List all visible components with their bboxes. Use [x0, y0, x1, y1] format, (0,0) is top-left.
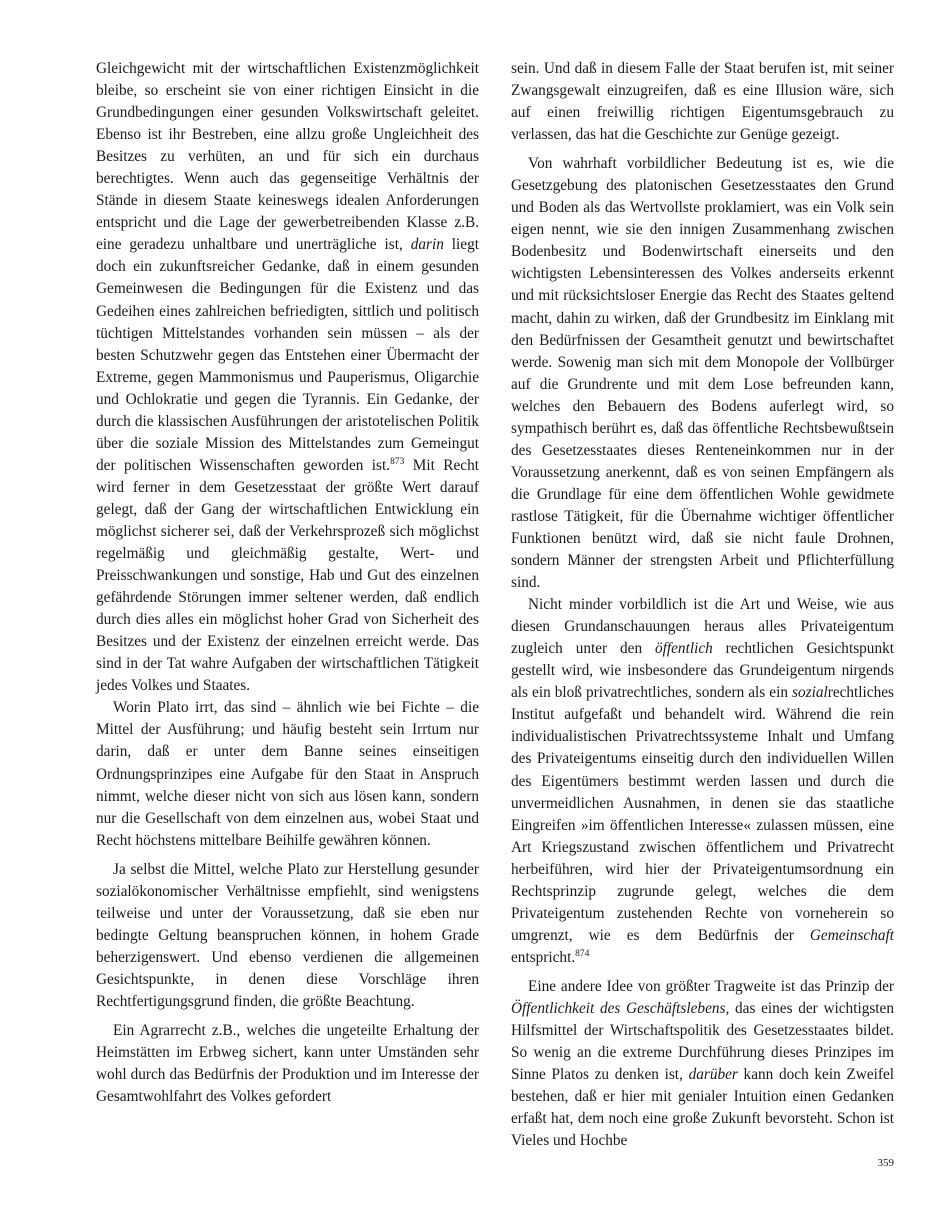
page-number: 359	[877, 1157, 894, 1169]
footnote-ref-873[interactable]: 873	[390, 456, 405, 467]
paragraph: Ein Agrarrecht z.B., welches die ungeteilte Erhaltung der Heimstätten im Erbweg sichert, kann unter Umständen sehr wohl durch das Bedürfnis der Produktion und im Interesse der Gesamtwohlfahrt des Volkes gefordert	[96, 1022, 479, 1106]
left-column	[96, 58, 479, 1108]
paragraph: Worin Plato irrt, das sind – ähnlich wie bei Fichte – die Mittel der Ausführung; und häufig besteht sein Irrtum nur darin, daß er unter dem Banne seines einseitigen Ordnungsprinzipes eine Aufgabe für den Staat in Anspruch nimmt, welche dieser nicht von sich aus lösen kann, sondern nur die Gesellschaft von dem einzelnen aus, wobei Staat und Recht höchstens mittelbare Beihilfe gewähren können.	[96, 699, 479, 849]
paragraph: Ja selbst die Mittel, welche Plato zur Herstellung gesunder sozialökonomischer Verhältnisse empfiehlt, sind wenigstens teilweise und unter der Voraussetzung, daß sie eben nur bedingte Geltung beanspruchen können, in hohem Grade beherzigenswert. Und ebenso verdienen die allgemeinen Gesichtspunkte, in denen diese Vorschläge ihren Rechtfertigungsgrund finden, die größte Beachtung.	[96, 860, 479, 1010]
paragraph: Nicht minder vorbildlich ist die Art und Weise, wie aus diesen Grundanschauungen heraus alles Privateigentum zugleich unter den öffentlich rechtlichen Gesichtspunkt gestellt wird, wie insbesondere das Grundeigentum nirgends als ein bloß privatrechtliches, sondern als ein sozialrechtliches Institut aufgefaßt und behandelt wird. Während die rein individualistischen Privatrechtssysteme Inhalt und Umfang des Privateigentums einseitig durch den individuellen Willen des Eigentümers bestimmt werden lassen und durch die unvermeidlichen Ausnahmen, in denen sie das staatliche Eingreifen »im öffentlichen Interesse« zulassen müssen, eine Art Kriegszustand zwischen öffentlichem und Privatrecht herbeiführen, wird hier der Privateigentumsordnung ein Rechtsprinzip zugrunde gelegt, welches die dem Privateigentum zustehenden Rechte von vorneherein so umgrenzt, wie es dem Bedürfnis der Gemeinschaft entspricht.$^{874}$	[511, 596, 894, 966]
paragraph: sein. Und daß in diesem Falle der Staat berufen ist, mit seiner Zwangsgewalt einzugreifen, daß es eine Illusion wäre, sich auf einen freiwillig richtigen Eigentumsgebrauch zu verlassen, das hat die Geschichte zur Genüge gezeigt.	[511, 60, 894, 144]
right-column	[511, 58, 894, 1152]
paragraph: Eine andere Idee von größter Tragweite ist das Prinzip der Öffentlichkeit des Geschäftslebens, das eines der wichtigsten Hilfsmittel der Wirtschaftspolitik des Gesetzesstaates bildet. So wenig an die extreme Durchführung dieses Prinzipes im Sinne Platos zu denken ist, darüber kann doch kein Zweifel bestehen, daß er hier mit genialer Intuition einen Gedanken erfaßt hat, dem noch eine große Zukunft bevorsteht. Schon ist Vieles und Hochbe	[511, 977, 894, 1150]
paragraph: Gleichgewicht mit der wirtschaftlichen Existenzmöglichkeit bleibe, so erscheint sie von einer richtigen Einsicht in die Grundbedingungen einer gesunden Volkswirtschaft geleitet. Ebenso ist ihr Bestreben, eine allzu große Ungleichheit des Besitzes zu verhüten, an und für sich ein durchaus berechtigtes. Wenn auch das gegenseitige Verhältnis der Stände in diesem Staate keineswegs idealen Anforderungen entspricht und die Lage der gewerbetreibenden Klasse z.B. eine geradezu unhaltbare und unerträgliche ist, darin liegt doch ein zukunftsreicher Gedanke, daß in einem gesunden Gemeinwesen die Bedingungen für die Existenz und das Gedeihen eines zahlreichen befriedigten, sittlich und politisch tüchtigen Mittelstandes vorhanden sein müssen – als der besten Schutzwehr gegen das Entstehen einer Übermacht der Extreme, gegen Mammonismus und Pauperismus, Oligarchie und Ochlokratie und gegen die Tyrannis. Ein Gedanke, der durch die klassischen Ausführungen der aristotelischen Politik über die soziale Mission des Mittelstandes zum Gemeingut der politischen Wissenschaften geworden ist.$^{873}$ Mit Recht wird ferner in dem Gesetzesstaat der größte Wert darauf gelegt, daß der Gang der wirtschaftlichen Entwicklung ein möglichst sicherer sei, daß der Verkehrsprozeß sich möglichst regelmäßig und gleichmäßig gestalte, Wert- und Preisschwankungen und sonstige, Hab und Gut des einzelnen gefährdende Störungen immer seltener werden, daß endlich durch dies alles ein möglichst hoher Grad von Sicherheit des Besitzes und der Existenz der einzelnen erreicht werde. Das sind in der Tat wahre Aufgaben der wirtschaftlichen Tätigkeit jedes Volkes und Staates.	[96, 60, 479, 695]
paragraph: Von wahrhaft vorbildlicher Bedeutung ist es, wie die Gesetzgebung des platonischen Gesetzesstaates den Grund und Boden als das Wertvollste proklamiert, was ein Volk sein eigen nennt, wie sie den innigen Zusammenhang zwischen Bodenbesitz und Bodenwirtschaft einerseits und den wichtigsten Lebensinteressen des Volkes anderseits erkennt und mit rücksichtsloser Energie das Recht des Staates geltend macht, dahin zu wirken, daß der Grundbesitz im Einklang mit den Bedürfnissen der Gesamtheit genutzt und bewirtschaftet werde. Sowenig man sich mit dem Monopole der Vollbürger auf die Grundrente und mit dem Lose befreunden kann, welches den Bebauern des Bodens auferlegt wird, so sympathisch berührt es, daß das öffentliche Rechtsbewußtsein des Gesetzesstaates dieses Renteneinkommen nur in der Voraussetzung anerkennt, daß es von seinen Empfängern als die Grundlage für eine dem öffentlichen Wohle gewidmete rastlose Tätigkeit, für die Übernahme wichtiger öffentlicher Funktionen benützt wird, daß sie nicht faule Drohnen, sondern Männer der strengsten Arbeit und Pflichterfüllung sind.	[511, 155, 894, 592]
footnote-ref-874[interactable]: 874	[575, 948, 590, 959]
